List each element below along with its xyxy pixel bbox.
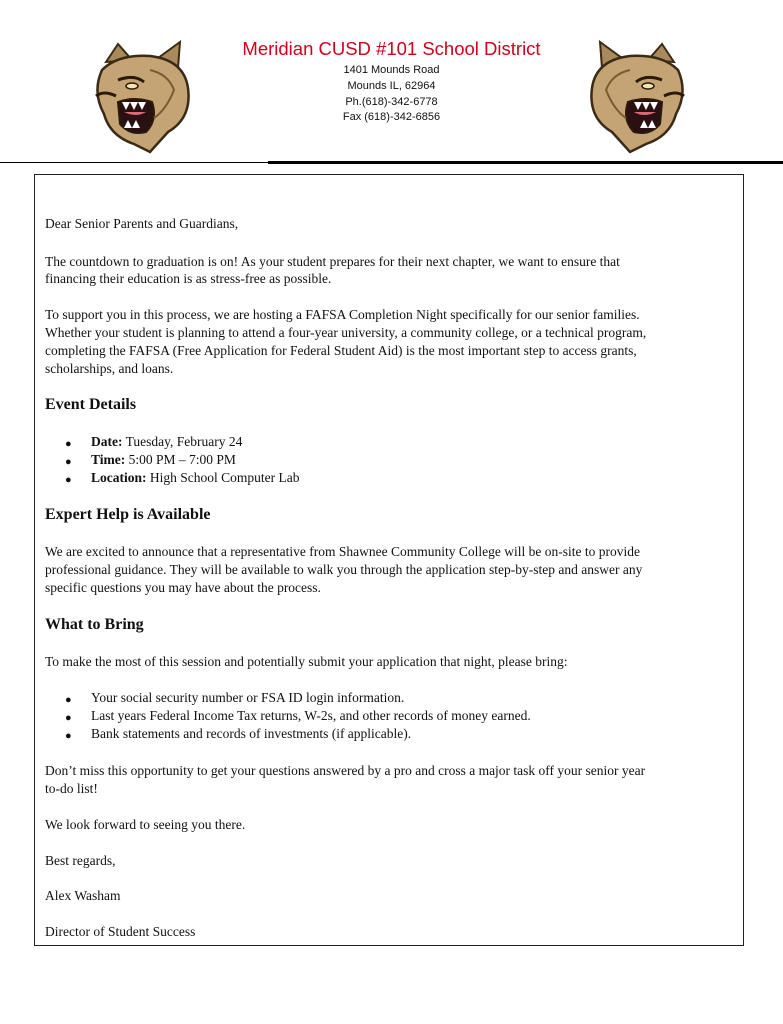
help-line: professional guidance. They will be available to walk you through the application step-by-step and answer any [45, 562, 643, 577]
address-city: Mounds IL, 62964 [347, 80, 436, 92]
signer-name: Alex Washam [45, 888, 121, 903]
address-street: 1401 Mounds Road [343, 64, 440, 76]
address-fax: Fax (618)-342-6856 [342, 111, 441, 123]
intro-line: The countdown to graduation is on! As your student prepares for their next chapter, we want to ensure that [45, 254, 620, 269]
bring-item: Last years Federal Income Tax returns, W-2s, and other records of money earned. [91, 708, 531, 723]
help-line: We are excited to announce that a representative from Shawnee Community College will be on-site to provide [45, 544, 640, 559]
signer-title: Director of Student Success [45, 924, 196, 939]
event-item-time: Time: 5:00 PM – 7:00 PM [91, 452, 236, 467]
bullet-icon: ● [65, 712, 72, 724]
support-line: To support you in this process, we are hosting a FAFSA Completion Night specifically for our senior families. [45, 307, 640, 322]
support-line: completing the FAFSA (Free Application for Federal Student Aid) is the most important step to access grants, [45, 343, 637, 358]
bring-item: Your social security number or FSA ID login information. [91, 690, 405, 705]
letterhead [0, 0, 783, 170]
closing-note-line: Don’t miss this opportunity to get your questions answered by a pro and cross a major task off your senior year [45, 763, 646, 778]
look-forward: We look forward to seeing you there. [45, 817, 246, 832]
letter-body [34, 174, 744, 946]
expert-help-heading: Expert Help is Available [45, 506, 211, 523]
bullet-icon: ● [65, 474, 72, 486]
help-line: specific questions you may have about the process. [45, 580, 321, 595]
intro-line: financing their education is as stress-free as possible. [45, 271, 332, 286]
bullet-icon: ● [65, 694, 72, 706]
bullet-icon: ● [65, 730, 72, 742]
bring-item: Bank statements and records of investments (if applicable). [91, 726, 412, 741]
event-details-heading: Event Details [45, 396, 137, 413]
bullet-icon: ● [65, 456, 72, 468]
header-divider-thin [0, 162, 268, 163]
sign-off: Best regards, [45, 853, 116, 868]
bring-intro: To make the most of this session and potentially submit your application that night, please bring: [45, 654, 568, 669]
bullet-icon: ● [65, 438, 72, 450]
closing-note-line: to-do list! [45, 781, 98, 796]
event-item-date: Date: Tuesday, February 24 [91, 434, 243, 449]
header-divider-thick [268, 161, 783, 164]
district-title: Meridian CUSD #101 School District [242, 38, 541, 59]
support-line: scholarships, and loans. [45, 361, 174, 376]
address-phone: Ph.(618)-342-6778 [345, 96, 438, 108]
what-to-bring-heading: What to Bring [45, 616, 144, 633]
event-item-location: Location: High School Computer Lab [91, 470, 300, 485]
support-line: Whether your student is planning to attend a four-year university, a community college, or a technical program, [45, 325, 647, 340]
greeting: Dear Senior Parents and Guardians, [45, 216, 239, 231]
